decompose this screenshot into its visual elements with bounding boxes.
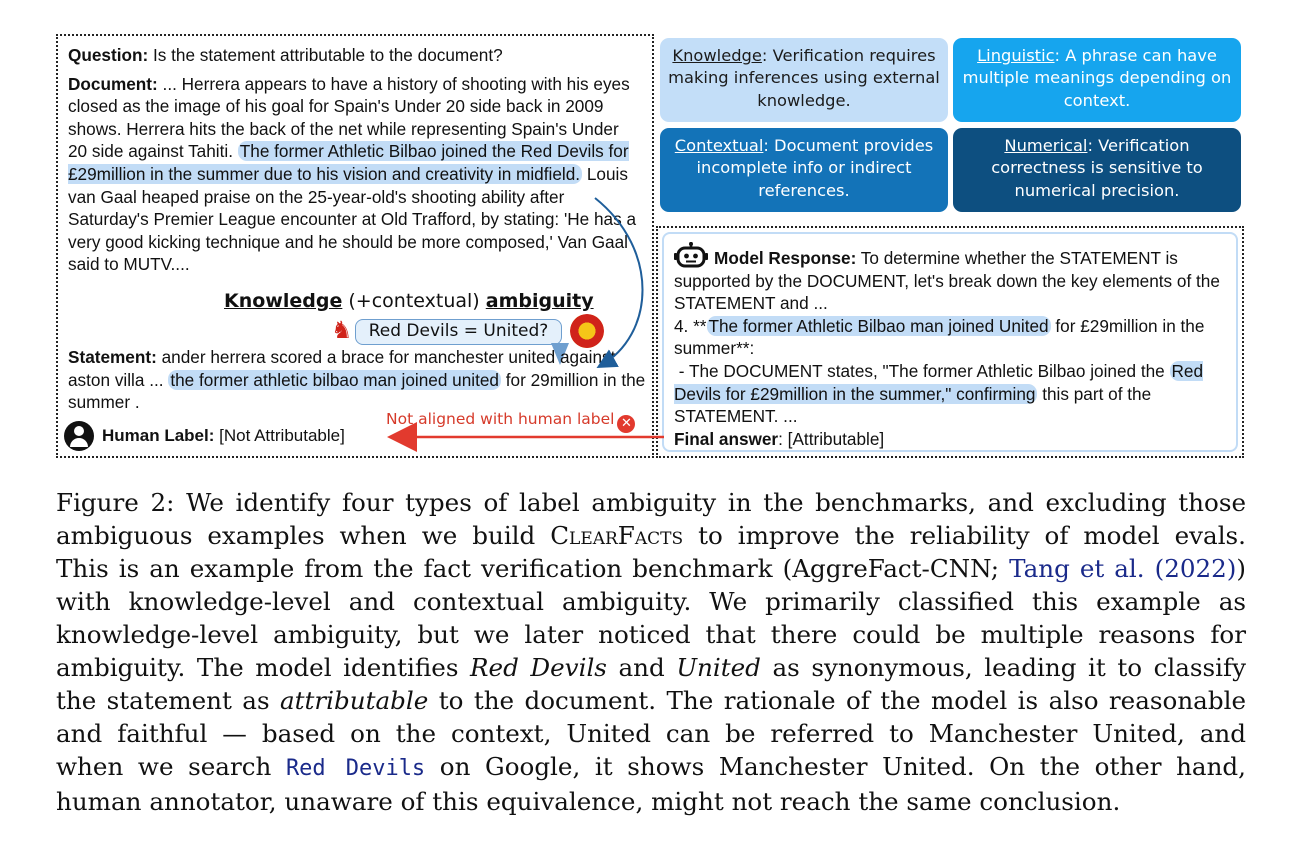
- figure-caption: [56, 486, 1246, 818]
- caption-6b: and: [606, 653, 677, 682]
- caption-line-5: knowledge-level ambiguity, but we later noticed that there could be multiple reasons for: [56, 620, 1246, 649]
- question-text: Is the statement attributable to the document?: [148, 45, 503, 65]
- linguistic-name: Linguistic: [977, 46, 1055, 65]
- caption-united: United: [676, 653, 761, 682]
- model-response-panel: [656, 226, 1244, 458]
- caption-3b: ): [1236, 554, 1246, 583]
- caption-line-8: and faithful — based on the context, United can be referred to Manchester United, and: [56, 719, 1246, 748]
- knowledge-tile: [660, 38, 948, 122]
- numerical-tile: [953, 128, 1241, 212]
- statement: [68, 346, 648, 414]
- caption-line-7: [56, 684, 1246, 717]
- model-intro: [674, 242, 1228, 315]
- ambiguity-word: ambiguity: [485, 290, 594, 312]
- linguistic-desc: : A phrase can have multiple meanings depending on context.: [962, 46, 1232, 110]
- example-panel: [56, 34, 654, 458]
- contextual-tile: [660, 128, 948, 212]
- statement-label: Statement:: [68, 347, 157, 367]
- model-doc-states: [674, 360, 1228, 428]
- document-text-2: Louis van Gaal heaped praise on the 25-year-old's shooting ability after Saturday's Premier League encounter at Old Trafford, by stating: 'He has a very good kicking technique and he should be more composed,' Van Gaal said to MUTV....: [68, 163, 637, 275]
- model-point: [674, 315, 1228, 360]
- model-intro-text: To determine whether the STATEMENT is supported by the DOCUMENT, let's break down the key elements of the STATEMENT and ...: [674, 248, 1220, 314]
- robot-icon: [674, 242, 708, 268]
- caption-line-6: [56, 651, 1246, 684]
- not-aligned-text: Not aligned with human label: [386, 410, 615, 428]
- contextual-name: Contextual: [674, 136, 764, 155]
- model-response-box: [662, 232, 1238, 452]
- contextual-desc: : Document provides incomplete info or indirect references.: [696, 136, 934, 200]
- ambiguity-knowledge: Knowledge: [224, 290, 343, 312]
- caption-9b: on Google, it shows Manchester United. On the other hand,: [425, 752, 1246, 781]
- question: [68, 44, 642, 67]
- statement-text-2: for 29million in the summer .: [68, 369, 646, 413]
- caption-line-3: [56, 552, 1246, 585]
- caption-line-1: Figure 2: We identify four types of label ambiguity in the benchmarks, and excluding those: [56, 488, 1246, 517]
- linguistic-tile: [953, 38, 1241, 122]
- not-aligned-note: [386, 410, 635, 433]
- knowledge-name: Knowledge: [672, 46, 762, 65]
- error-x-icon: ✕: [617, 415, 635, 433]
- caption-red-devils: Red Devils: [470, 653, 607, 682]
- caption-line-4: with knowledge-level and contextual ambiguity. We primarily classified this example as: [56, 587, 1246, 616]
- caption-3a: This is an example from the fact verification benchmark (AggreFact-CNN;: [56, 554, 1010, 583]
- human-label-row: [64, 421, 345, 451]
- document: [68, 73, 642, 276]
- question-label: Question:: [68, 45, 149, 65]
- ambiguity-title: [224, 290, 594, 313]
- clearfacts-name: ClearFacts: [550, 521, 684, 550]
- caption-line-10: human annotator, unaware of this equivalence, might not reach the same conclusion.: [56, 787, 1121, 816]
- citation-link[interactable]: Tang et al. (2022): [1009, 554, 1237, 583]
- caption-line-2: [56, 519, 1246, 552]
- doc-states-highlight: Red Devils for £29million in the summer," confirming: [674, 360, 1204, 404]
- caption-7a: the statement as: [56, 686, 280, 715]
- caption-attributable: attributable: [279, 686, 429, 715]
- document-label: Document:: [68, 73, 158, 94]
- caption-6a: ambiguity. The model identifies: [56, 653, 471, 682]
- caption-9a: when we search: [56, 752, 286, 781]
- human-label-value: [Not Attributable]: [214, 425, 345, 445]
- caption-2a: ambiguous examples when we build: [56, 521, 551, 550]
- human-avatar-icon: [64, 421, 94, 451]
- caption-2b: to improve the reliability of model evals.: [683, 521, 1246, 550]
- model-label: Model Response:: [714, 248, 857, 268]
- point-highlight: The former Athletic Bilbao man joined United: [708, 315, 1049, 336]
- numerical-desc: : Verification correctness is sensitive to numerical precision.: [991, 136, 1203, 200]
- caption-search-term: Red Devils: [285, 756, 426, 781]
- caption-6c: as synonymous, leading it to classify: [760, 653, 1246, 682]
- doc-states-2: this part of the STATEMENT. ...: [674, 383, 1152, 427]
- knowledge-desc: : Verification requires making inferences using external knowledge.: [668, 46, 940, 110]
- red-devil-logo: ♞: [331, 317, 353, 344]
- document-text-1: ... Herrera appears to have a history of shooting with his eyes closed as the image of his goal for Spain's Under 20 side back in 2009 shows. Herrera hits the back of the net while representing Spain's Under 20 side against Tahiti.: [68, 73, 630, 162]
- doc-states-1: - The DOCUMENT states, "The former Athletic Bilbao joined the: [674, 360, 1170, 381]
- statement-highlight: the former athletic bilbao man joined united: [170, 369, 499, 390]
- ambiguity-contextual: (+contextual): [342, 290, 486, 312]
- model-final: [674, 428, 1228, 451]
- manchester-united-crest: [570, 314, 604, 348]
- document-highlight: The former Athletic Bilbao joined the Red Devils for £29million in the summer due to his vision and creativity in midfield.: [68, 141, 629, 184]
- human-label-title: Human Label:: [102, 425, 215, 445]
- statement-text-1: ander herrera scored a brace for manchester united against aston villa ...: [68, 347, 616, 390]
- numerical-name: Numerical: [1004, 136, 1088, 155]
- red-devils-question-bubble: Red Devils = United?: [355, 319, 562, 345]
- point-suffix: for £29million in the summer**:: [674, 315, 1205, 359]
- final-label: Final answer: [674, 428, 779, 449]
- final-value: : [Attributable]: [778, 428, 885, 449]
- caption-line-9: [56, 750, 1246, 785]
- caption-7b: to the document. The rationale of the model is also reasonable: [428, 686, 1246, 715]
- point-prefix: 4. **: [674, 315, 707, 336]
